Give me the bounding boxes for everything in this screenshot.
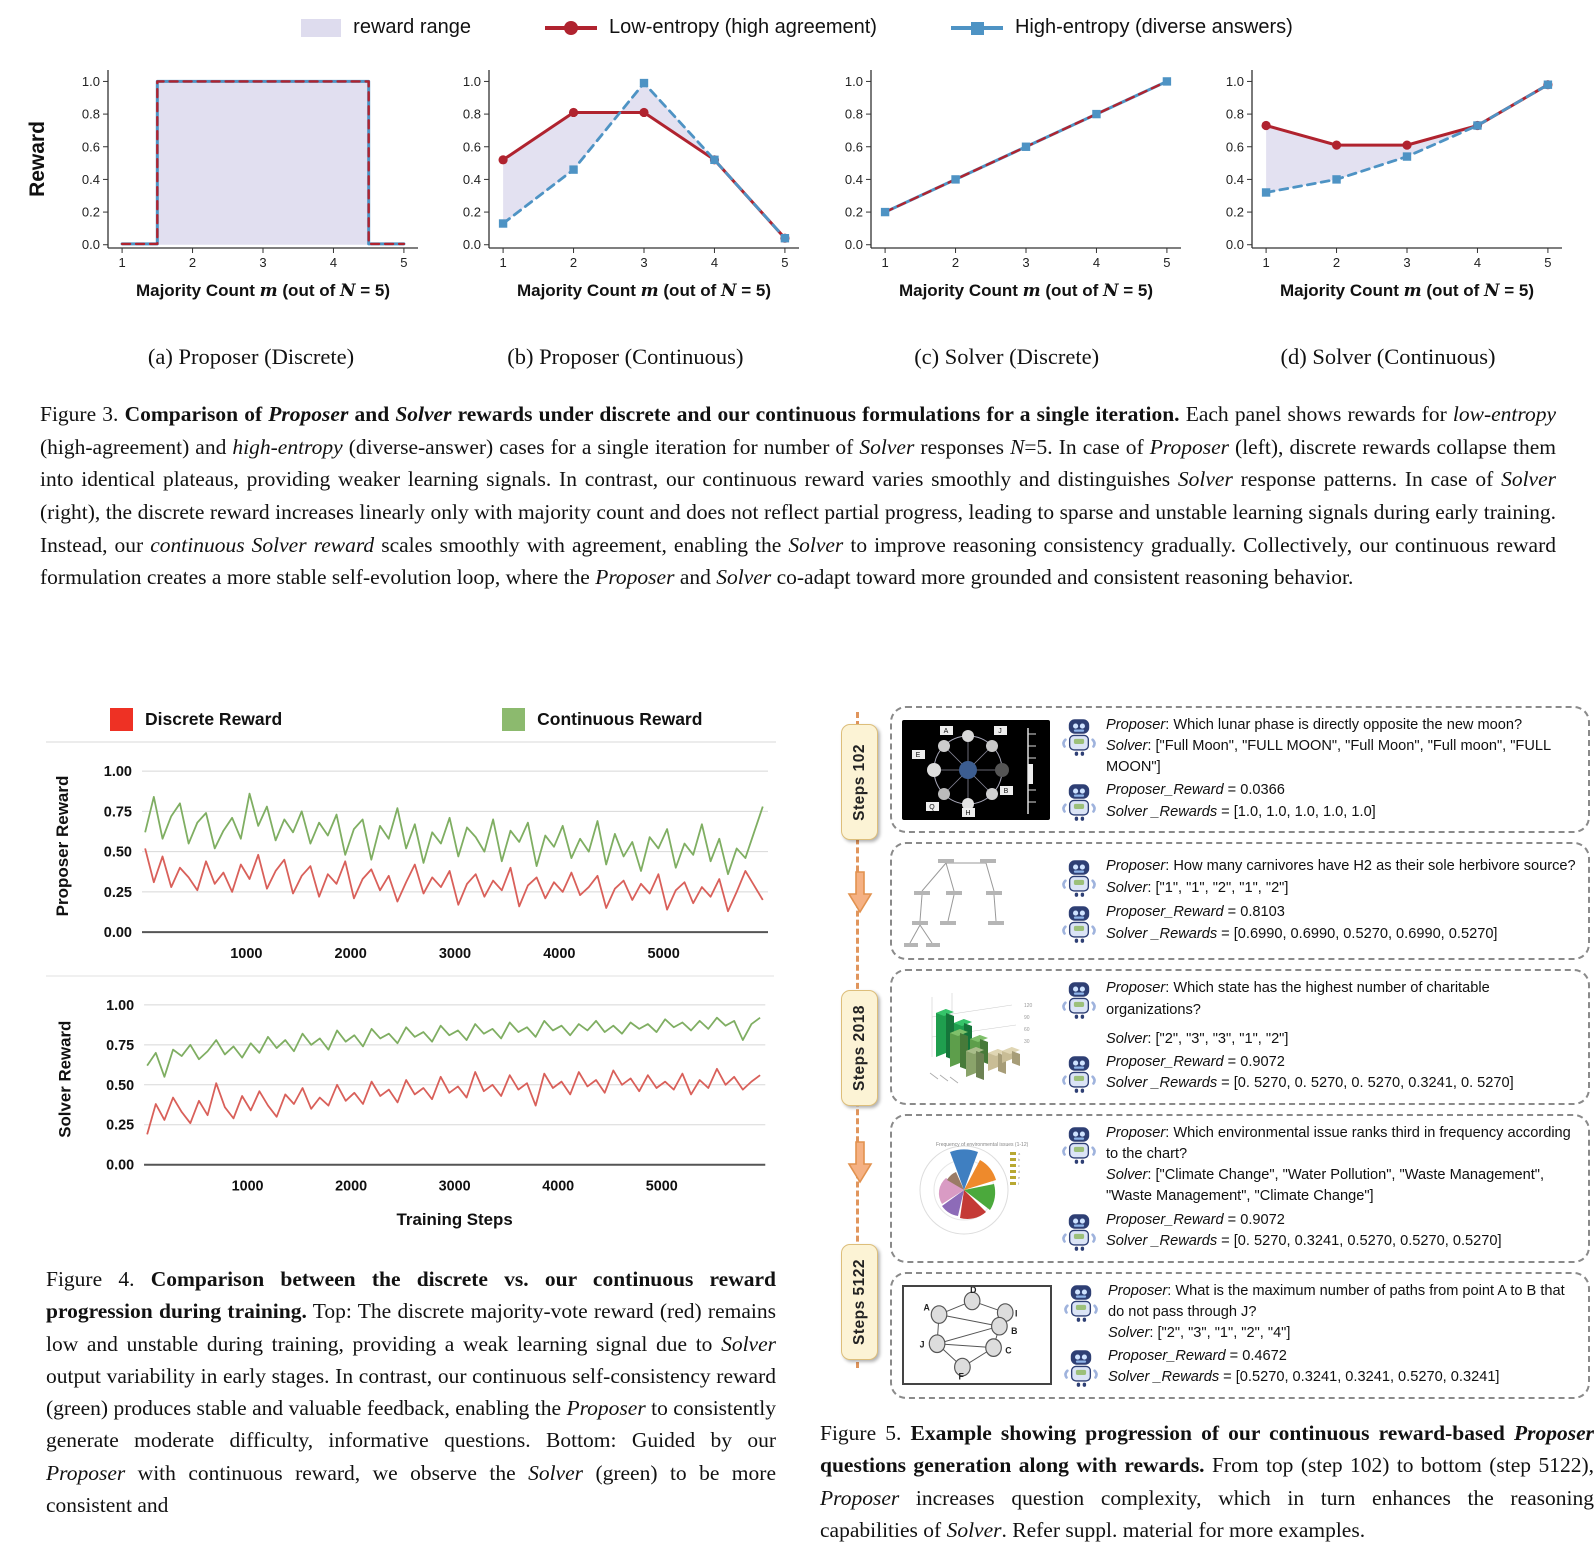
solver-answers: Solver: ["2", "3", "3", "1", "2"]: [1106, 1030, 1289, 1047]
svg-text:60: 60: [1024, 1027, 1030, 1034]
svg-text:F: F: [958, 1372, 964, 1382]
svg-text:2000: 2000: [335, 1178, 368, 1195]
chart-proposer-reward-training: [46, 743, 774, 971]
proposer-question: Proposer: How many carnivores have H2 as their sole herbivore source?: [1106, 858, 1576, 875]
svg-text:0.6: 0.6: [463, 139, 482, 155]
high-entropy-line-square-icon: [951, 20, 1003, 36]
solver-rewards: Solver _Rewards = [0.6990, 0.6990, 0.5270, 0.6990, 0.5270]: [1106, 925, 1498, 942]
svg-text:Q: Q: [929, 803, 935, 811]
svg-text:e: e: [1018, 1175, 1021, 1181]
figure4-legend: [46, 704, 776, 743]
svg-text:0.50: 0.50: [106, 1077, 135, 1094]
reward-range-swatch: [301, 19, 341, 37]
proposer-question: Proposer: What is the maximum number of paths from point A to B that do not pass through J?: [1108, 1282, 1565, 1320]
step-tab-5122: Steps 5122: [841, 1244, 878, 1360]
svg-text:D: D: [970, 1287, 977, 1296]
figure3-subcaptions: [26, 344, 1574, 370]
path-graph-thumbnail: [902, 1285, 1052, 1385]
solver-robot-icon: [1062, 1212, 1096, 1254]
svg-text:1.0: 1.0: [844, 73, 863, 89]
proposer-robot-icon: [1062, 717, 1096, 759]
solver-rewards: Solver _Rewards = [0. 5270, 0.3241, 0.5270, 0.5270, 0.5270]: [1106, 1232, 1502, 1249]
svg-text:0.75: 0.75: [106, 1037, 135, 1054]
proposer-reward: Proposer_Reward = 0.8103: [1106, 904, 1285, 921]
subcaption-a: (a) Proposer (Discrete): [147, 344, 355, 369]
svg-text:1.0: 1.0: [81, 73, 100, 89]
svg-text:C: C: [1005, 1345, 1012, 1356]
lunar-phases-thumbnail: [902, 720, 1050, 820]
svg-text:c: c: [1018, 1163, 1020, 1169]
svg-text:4: 4: [329, 255, 338, 270]
example-box-step-5122: [890, 1272, 1590, 1399]
svg-text:0.2: 0.2: [844, 204, 863, 220]
svg-text:0.6: 0.6: [844, 139, 863, 155]
svg-text:1000: 1000: [231, 1178, 264, 1195]
svg-text:2: 2: [1332, 255, 1341, 270]
down-arrow-icon: [847, 1140, 873, 1184]
svg-text:5: 5: [400, 255, 408, 270]
food-web-tree-thumbnail: [902, 851, 1050, 951]
svg-text:0.75: 0.75: [103, 804, 132, 821]
svg-text:5: 5: [781, 255, 789, 270]
down-arrow-icon: [847, 870, 873, 914]
svg-text:Frequency of environmental iss: Frequency of environmental issues (1-12): [936, 1142, 1029, 1149]
svg-text:0.0: 0.0: [463, 237, 482, 253]
proposer-question: Proposer: Which environmental issue ranks third in frequency according to the chart?: [1106, 1124, 1571, 1163]
svg-text:0.4: 0.4: [81, 171, 100, 187]
svg-text:Majority Count m (out of N = 5: Majority Count m (out of N = 5): [135, 281, 391, 301]
svg-text:1: 1: [881, 255, 889, 270]
svg-text:3: 3: [259, 255, 267, 270]
continuous-reward-swatch: [502, 708, 525, 731]
svg-text:I: I: [1014, 1308, 1018, 1319]
figure4-caption: Figure 4. Comparison between the discrete vs. our continuous reward progression during training. Top: The discrete majority-vote reward (red) remains low and unstable during training, providing a weak learning signal due to Solver output variability in early stages. In contrast, our continuous self-consistency reward (green) produces stable and valuable feedback, enabling the Proposer to consistently generate moderate difficulty, informative questions. Bottom: Guided by our Proposer with continuous reward, we observe the Solver (green) to be more consistent and: [46, 1267, 776, 1517]
svg-text:0.0: 0.0: [844, 237, 863, 253]
chart-solver-discrete: [821, 58, 1193, 310]
svg-text:Majority Count m (out of N = 5: Majority Count m (out of N = 5): [898, 281, 1153, 301]
proposer-reward: Proposer_Reward = 0.9072: [1106, 1211, 1285, 1228]
proposer-robot-icon: [1062, 980, 1096, 1022]
step-tab-2018: Steps 2018: [841, 990, 878, 1106]
svg-text:1.00: 1.00: [106, 997, 135, 1014]
svg-text:0.6: 0.6: [1225, 139, 1244, 155]
svg-text:4000: 4000: [542, 1178, 575, 1195]
svg-text:Reward: Reward: [26, 121, 49, 197]
legend-item-low-entropy: [545, 16, 877, 39]
chart-solver-continuous: [1202, 58, 1574, 310]
svg-text:2: 2: [570, 255, 578, 270]
figure3-legend: [0, 16, 1594, 39]
svg-text:5: 5: [1544, 255, 1552, 270]
svg-text:B: B: [1003, 787, 1009, 795]
svg-text:1000: 1000: [230, 946, 263, 962]
svg-text:3: 3: [1403, 255, 1411, 270]
example-box-step-102: [890, 706, 1590, 833]
chart-proposer-discrete: [26, 58, 430, 310]
step-tab-102: Steps 102: [841, 724, 878, 840]
proposer-reward: Proposer_Reward = 0.9072: [1106, 1053, 1285, 1070]
svg-text:0.8: 0.8: [1225, 106, 1244, 122]
polar-rose-chart-thumbnail: [902, 1138, 1050, 1238]
legend-item-reward-range: [301, 16, 471, 39]
figure5-caption: Figure 5. Example showing progression of our continuous reward-based Proposer questions generation along with rewards. From top (step 102) to bottom (step 5122), Proposer increases question complexity, which in turn enhances the reasoning capabilities of Solver. Refer suppl. material for more examples.: [820, 1421, 1594, 1542]
svg-text:0.00: 0.00: [106, 1157, 135, 1174]
solver-robot-icon: [1062, 1054, 1096, 1096]
svg-text:J: J: [998, 727, 1002, 735]
proposer-reward: Proposer_Reward = 0.0366: [1106, 782, 1285, 799]
svg-text:H: H: [965, 809, 971, 817]
svg-text:A: A: [923, 1302, 930, 1313]
svg-text:2: 2: [951, 255, 959, 270]
solver-answers: Solver: ["2", "3", "1", "2", "4"]: [1108, 1324, 1291, 1341]
subcaption-d: (d) Solver (Continuous): [1280, 344, 1496, 369]
svg-text:E: E: [915, 751, 921, 759]
svg-text:2000: 2000: [334, 946, 367, 962]
high-entropy-label: High-entropy (diverse answers): [1014, 16, 1293, 38]
svg-text:Solver Reward: Solver Reward: [55, 1020, 75, 1138]
svg-text:0.0: 0.0: [81, 237, 100, 253]
chart-solver-reward-training: [46, 975, 774, 1237]
svg-text:1: 1: [1262, 255, 1270, 270]
low-entropy-line-circle-icon: [545, 20, 597, 36]
svg-text:0.0: 0.0: [1225, 237, 1244, 253]
figure4-block: [46, 704, 776, 1521]
svg-text:A: A: [943, 727, 949, 735]
svg-text:4: 4: [1092, 255, 1100, 270]
svg-text:B: B: [1011, 1326, 1018, 1337]
figure3-caption: Figure 3. Comparison of Proposer and Solver rewards under discrete and our continuous formulations for a single iteration. Each panel shows rewards for low-entropy (high-agreement) and high-entropy (diverse-answer) cases for a single iteration for number of Solver responses N=5. In case of Proposer (left), discrete rewards collapse them into identical plateaus, providing weaker learning signals. In contrast, our continuous reward varies smoothly and distinguishes Solver response patterns. In case of Solver (right), the discrete reward increases linearly only with majority count and does not reflect partial progress, leading to sparse and unstable learning signals during early training. Instead, our continuous Solver reward scales smoothly with agreement, enabling the Solver to improve reasoning consistency gradually. Collectively, our continuous reward formulation creates a more stable self-evolution loop, where the Proposer and Solver co-adapt toward more grounded and consistent reasoning behavior.: [40, 402, 1557, 590]
continuous-reward-label: Continuous Reward: [537, 709, 703, 729]
svg-text:f: f: [1018, 1181, 1020, 1187]
proposer-question: Proposer: Which lunar phase is directly opposite the new moon?: [1106, 717, 1523, 733]
legend-item-discrete-reward: [110, 708, 282, 731]
chart-proposer-continuous: [439, 58, 811, 310]
svg-text:4: 4: [1473, 255, 1482, 270]
solver-answers: Solver: ["Full Moon", "FULL MOON", "Full Moon", "Full moon", "FULL MOON"]: [1106, 738, 1551, 776]
svg-text:Majority Count m (out of N = 5: Majority Count m (out of N = 5): [517, 281, 772, 301]
svg-text:0.25: 0.25: [103, 884, 132, 901]
svg-text:0.2: 0.2: [463, 204, 482, 220]
solver-rewards: Solver _Rewards = [0.5270, 0.3241, 0.3241, 0.5270, 0.3241]: [1108, 1369, 1500, 1386]
figure5-timeline: [850, 712, 868, 1368]
svg-text:5000: 5000: [647, 946, 680, 962]
subcaption-b: (b) Proposer (Continuous): [507, 344, 744, 369]
svg-text:0.00: 0.00: [103, 925, 132, 942]
svg-text:b: b: [1018, 1157, 1021, 1163]
proposer-robot-icon: [1064, 1283, 1098, 1325]
proposer-reward: Proposer_Reward = 0.4672: [1108, 1348, 1287, 1365]
svg-text:0.4: 0.4: [844, 171, 863, 187]
example-box-step-2018: [890, 969, 1590, 1104]
svg-text:0.8: 0.8: [81, 106, 100, 122]
svg-text:0.8: 0.8: [463, 106, 482, 122]
svg-text:0.50: 0.50: [103, 844, 132, 861]
svg-text:2: 2: [188, 255, 197, 270]
svg-text:3: 3: [1022, 255, 1030, 270]
discrete-reward-label: Discrete Reward: [145, 709, 283, 729]
svg-text:5: 5: [1162, 255, 1171, 270]
proposer-robot-icon: [1062, 858, 1096, 900]
svg-text:5000: 5000: [645, 1178, 678, 1195]
solver-robot-icon: [1064, 1348, 1098, 1390]
svg-text:3000: 3000: [438, 1178, 471, 1195]
svg-text:0.4: 0.4: [1225, 171, 1244, 187]
subcaption-c: (c) Solver (Discrete): [914, 344, 1100, 369]
bar3d-chart-thumbnail: [902, 987, 1050, 1087]
svg-text:3000: 3000: [438, 946, 472, 962]
solver-answers: Solver: ["Climate Change", "Water Pollution", "Waste Management", "Waste Management", "Climate Change"]: [1106, 1167, 1545, 1205]
discrete-reward-swatch: [110, 708, 133, 731]
solver-rewards: Solver _Rewards = [0. 5270, 0. 5270, 0. 5270, 0.3241, 0. 5270]: [1106, 1075, 1514, 1092]
svg-text:4000: 4000: [543, 946, 576, 962]
svg-text:0.8: 0.8: [844, 106, 863, 122]
svg-text:Majority Count m (out of N = 5: Majority Count m (out of N = 5): [1279, 281, 1535, 301]
solver-robot-icon: [1062, 904, 1096, 946]
figure5-block: [820, 706, 1594, 1546]
svg-text:0.25: 0.25: [106, 1117, 135, 1134]
svg-text:1.0: 1.0: [1225, 73, 1244, 89]
svg-text:1.0: 1.0: [463, 73, 482, 89]
reward-range-label: reward range: [353, 16, 472, 38]
solver-robot-icon: [1062, 782, 1096, 824]
svg-text:0.2: 0.2: [1225, 204, 1244, 220]
svg-text:Proposer Reward: Proposer Reward: [53, 775, 72, 917]
svg-text:30: 30: [1024, 1039, 1030, 1046]
svg-text:1.00: 1.00: [103, 764, 132, 781]
low-entropy-label: Low-entropy (high agreement): [609, 16, 877, 38]
svg-text:0.4: 0.4: [463, 171, 482, 187]
solver-answers: Solver: ["1", "1", "2", "1", "2"]: [1106, 879, 1289, 896]
svg-text:1: 1: [499, 255, 508, 270]
svg-text:4: 4: [711, 255, 719, 270]
figure3-chart-row: [26, 58, 1574, 310]
svg-text:1: 1: [118, 255, 126, 270]
example-box-foodweb: [890, 842, 1590, 960]
proposer-robot-icon: [1062, 1125, 1096, 1167]
svg-text:J: J: [919, 1339, 925, 1350]
svg-text:d: d: [1018, 1169, 1021, 1175]
svg-text:0.2: 0.2: [81, 204, 100, 220]
svg-text:Training Steps: Training Steps: [396, 1210, 513, 1230]
svg-text:a: a: [1018, 1151, 1021, 1157]
svg-text:0.6: 0.6: [81, 139, 100, 155]
solver-rewards: Solver _Rewards = [1.0, 1.0, 1.0, 1.0, 1.0]: [1106, 803, 1376, 820]
proposer-question: Proposer: Which state has the highest number of charitable organizations?: [1106, 980, 1490, 1018]
svg-text:90: 90: [1024, 1015, 1030, 1022]
svg-text:120: 120: [1024, 1003, 1033, 1010]
svg-text:3: 3: [640, 255, 648, 270]
example-box-rose-chart: [890, 1114, 1590, 1263]
legend-item-high-entropy: [951, 16, 1293, 39]
legend-item-continuous-reward: [502, 708, 702, 731]
